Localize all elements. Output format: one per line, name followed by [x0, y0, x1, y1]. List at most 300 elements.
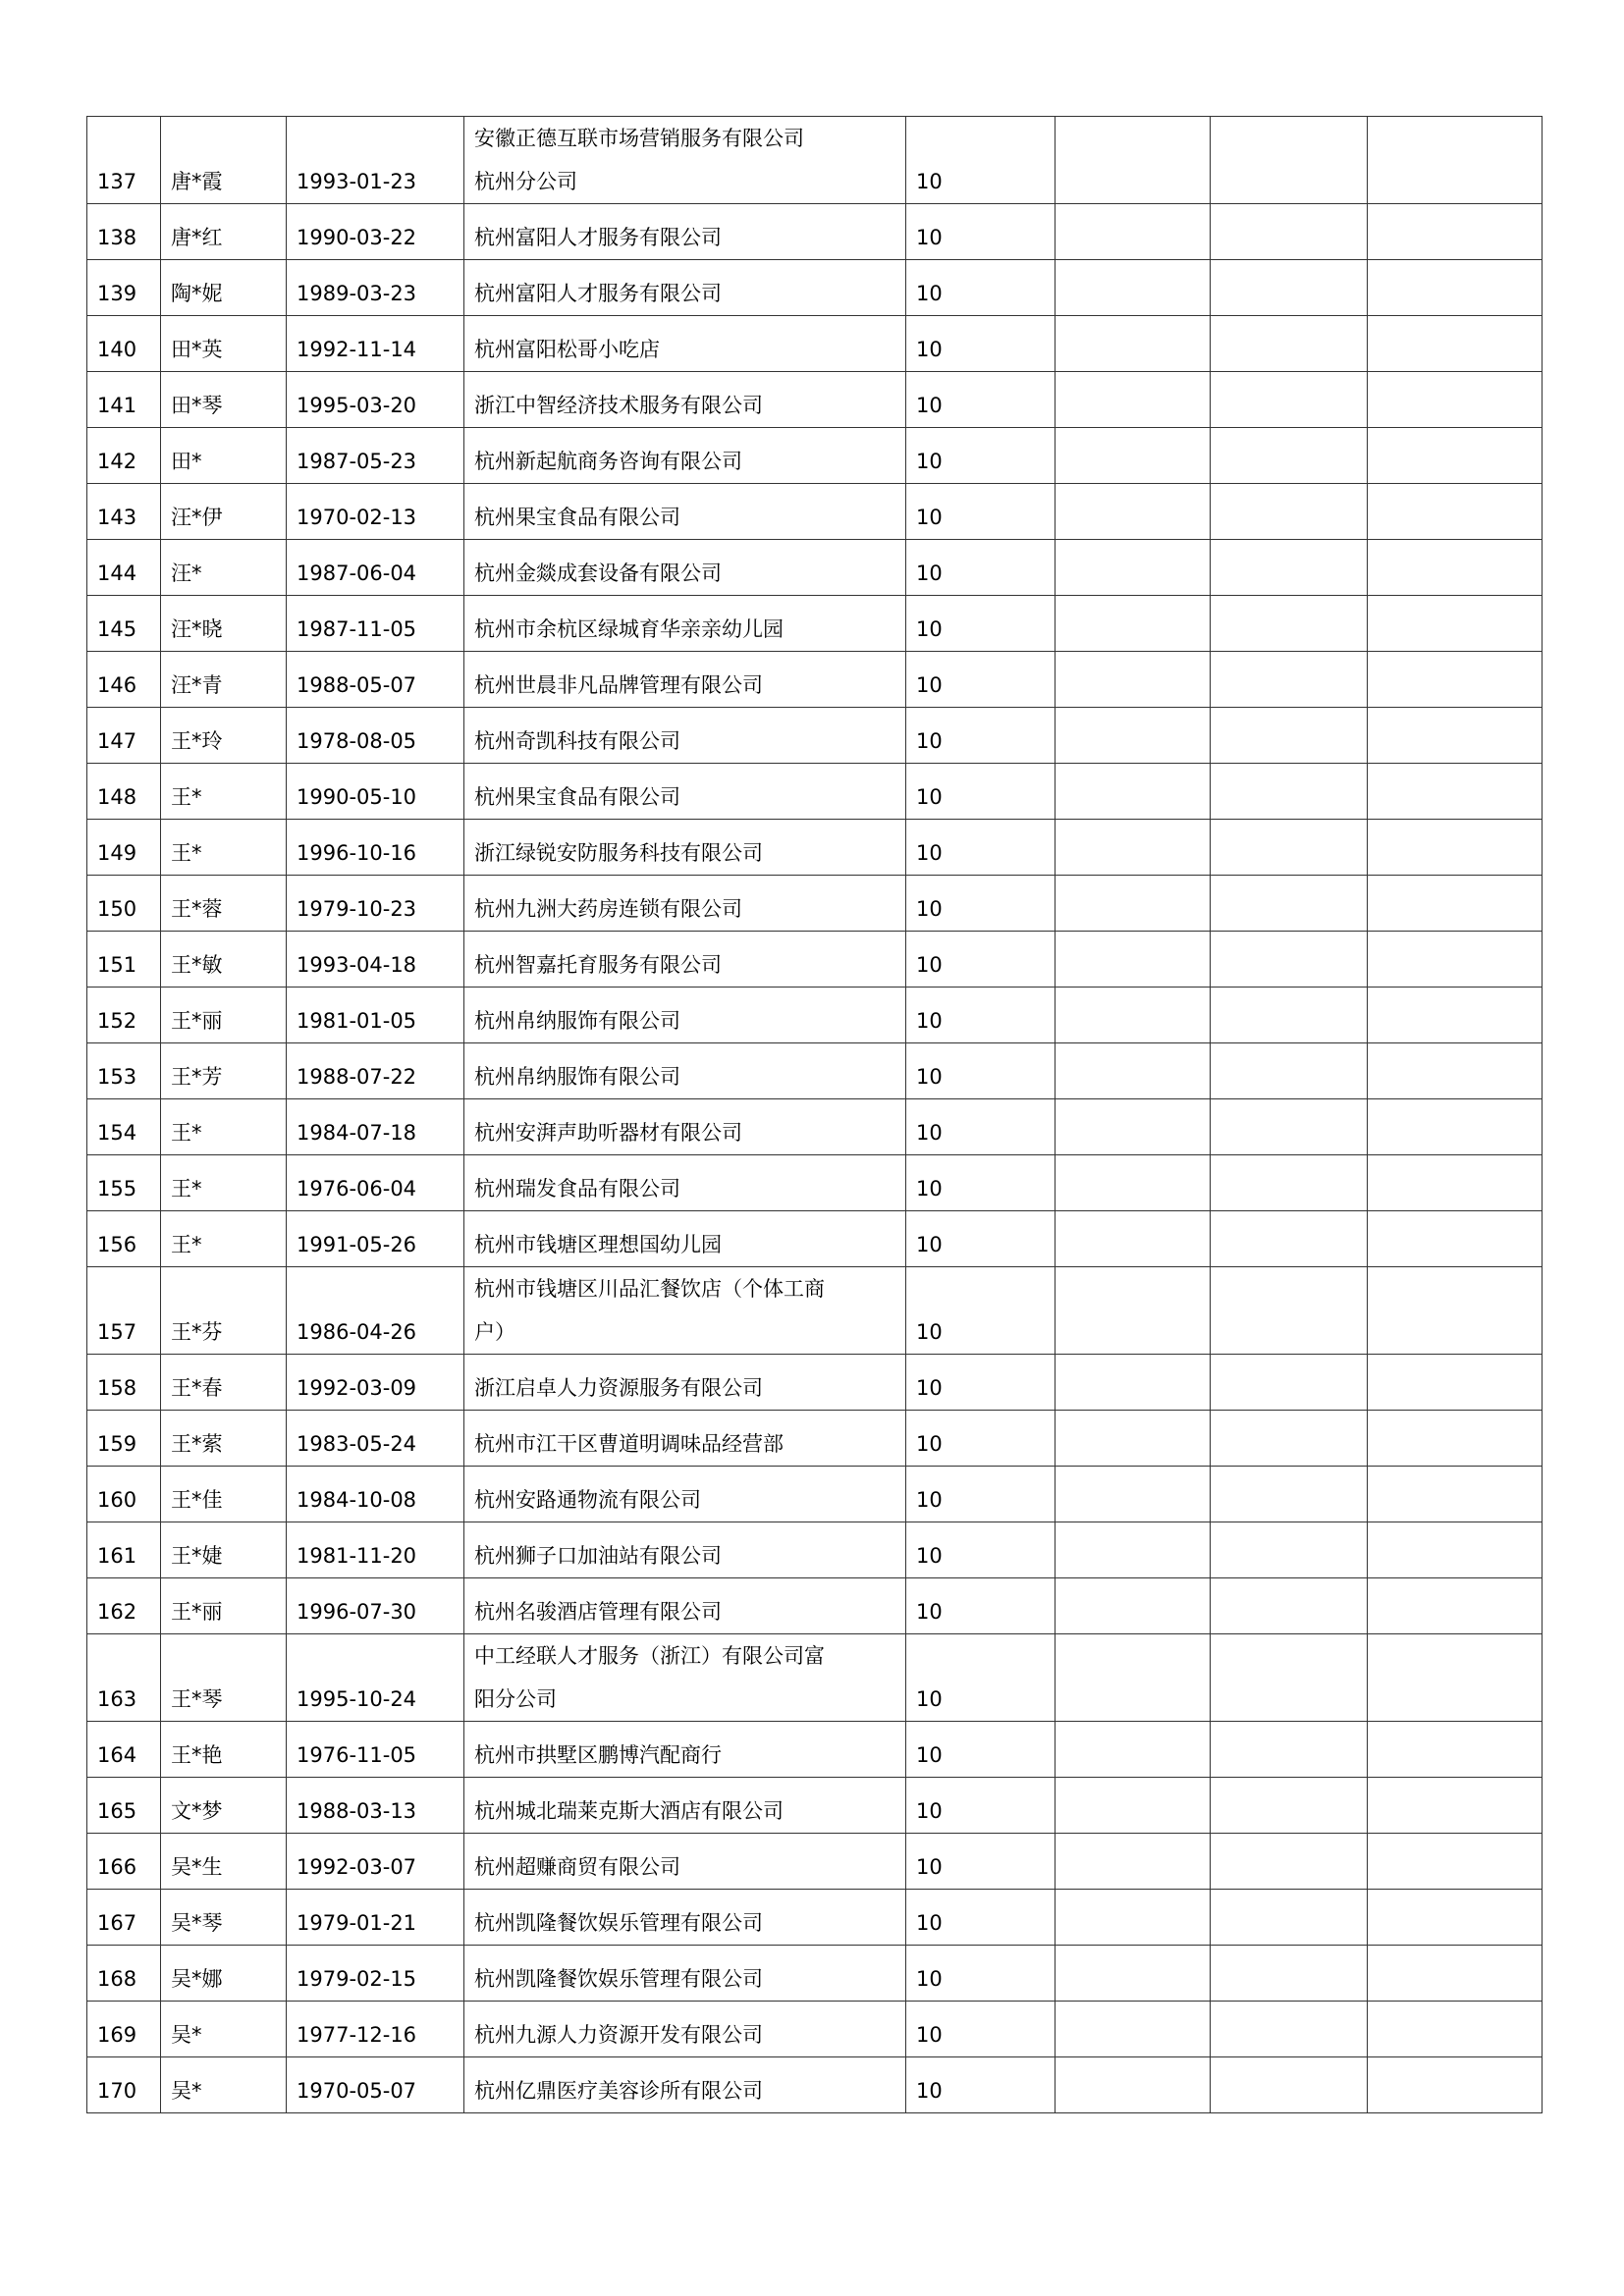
- table-row: [87, 1522, 1543, 1578]
- company-line: 杭州安湃声助听器材有限公司: [474, 1121, 742, 1145]
- company-cell: [464, 1522, 906, 1578]
- empty-cell: [1368, 1834, 1543, 1890]
- company-line: 杭州市钱塘区川品汇餐饮店（个体工商: [474, 1277, 825, 1301]
- empty-cell: [1056, 1411, 1211, 1467]
- empty-cell: [1211, 484, 1368, 540]
- empty-cell: [1211, 1099, 1368, 1155]
- empty-cell: [1056, 1099, 1211, 1155]
- row-number-cell: 144: [87, 540, 161, 596]
- score-cell: 10: [906, 2057, 1056, 2113]
- score-cell: 10: [906, 1355, 1056, 1411]
- score-cell: 10: [906, 428, 1056, 484]
- empty-cell: [1368, 204, 1543, 260]
- empty-cell: [1368, 1946, 1543, 2002]
- name-cell: 王*琴: [161, 1634, 287, 1722]
- score-cell: 10: [906, 1467, 1056, 1522]
- row-number-cell: 160: [87, 1467, 161, 1522]
- birth-date-cell: 1995-03-20: [287, 372, 464, 428]
- empty-cell: [1368, 1890, 1543, 1946]
- empty-cell: [1211, 316, 1368, 372]
- empty-cell: [1211, 820, 1368, 876]
- empty-cell: [1368, 1211, 1543, 1267]
- company-line: 户）: [474, 1320, 515, 1344]
- company-line: 杭州金燚成套设备有限公司: [474, 561, 722, 585]
- row-number-cell: 166: [87, 1834, 161, 1890]
- name-cell: 吴*: [161, 2002, 287, 2057]
- empty-cell: [1211, 1355, 1368, 1411]
- table-row: [87, 764, 1543, 820]
- score-cell: 10: [906, 260, 1056, 316]
- birth-date-cell: 1991-05-26: [287, 1211, 464, 1267]
- score-cell: 10: [906, 1634, 1056, 1722]
- name-cell: 汪*青: [161, 652, 287, 708]
- score-cell: 10: [906, 1211, 1056, 1267]
- empty-cell: [1368, 1522, 1543, 1578]
- empty-cell: [1368, 876, 1543, 932]
- row-number-cell: 150: [87, 876, 161, 932]
- row-number-cell: 156: [87, 1211, 161, 1267]
- table-row: [87, 372, 1543, 428]
- empty-cell: [1211, 204, 1368, 260]
- birth-date-cell: 1984-07-18: [287, 1099, 464, 1155]
- row-number-cell: 138: [87, 204, 161, 260]
- empty-cell: [1368, 2002, 1543, 2057]
- name-cell: 吴*生: [161, 1834, 287, 1890]
- birth-date-cell: 1984-10-08: [287, 1467, 464, 1522]
- score-cell: 10: [906, 1267, 1056, 1355]
- empty-cell: [1056, 2002, 1211, 2057]
- empty-cell: [1056, 820, 1211, 876]
- birth-date-cell: 1981-11-20: [287, 1522, 464, 1578]
- empty-cell: [1211, 1155, 1368, 1211]
- empty-cell: [1211, 652, 1368, 708]
- company-line: 杭州果宝食品有限公司: [474, 785, 680, 809]
- empty-cell: [1368, 820, 1543, 876]
- empty-cell: [1056, 1778, 1211, 1834]
- empty-cell: [1368, 1634, 1543, 1722]
- empty-cell: [1211, 764, 1368, 820]
- company-line: 杭州智嘉托育服务有限公司: [474, 953, 722, 977]
- score-cell: 10: [906, 372, 1056, 428]
- name-cell: 王*蓉: [161, 876, 287, 932]
- empty-cell: [1211, 540, 1368, 596]
- name-cell: 王*芳: [161, 1043, 287, 1099]
- company-line: 杭州城北瑞莱克斯大酒店有限公司: [474, 1799, 784, 1823]
- empty-cell: [1368, 1099, 1543, 1155]
- company-line: 安徽正德互联市场营销服务有限公司: [474, 127, 804, 150]
- table-row: [87, 820, 1543, 876]
- empty-cell: [1056, 708, 1211, 764]
- empty-cell: [1056, 1578, 1211, 1634]
- empty-cell: [1056, 1946, 1211, 2002]
- empty-cell: [1368, 652, 1543, 708]
- row-number-cell: 143: [87, 484, 161, 540]
- company-cell: [464, 596, 906, 652]
- name-cell: 王*艳: [161, 1722, 287, 1778]
- empty-cell: [1368, 764, 1543, 820]
- name-cell: 田*琴: [161, 372, 287, 428]
- empty-cell: [1056, 596, 1211, 652]
- company-cell: [464, 2002, 906, 2057]
- row-number-cell: 161: [87, 1522, 161, 1578]
- score-cell: 10: [906, 1155, 1056, 1211]
- company-cell: [464, 1722, 906, 1778]
- empty-cell: [1211, 876, 1368, 932]
- company-cell: [464, 372, 906, 428]
- empty-cell: [1211, 1578, 1368, 1634]
- table-row: [87, 1946, 1543, 2002]
- name-cell: 陶*妮: [161, 260, 287, 316]
- empty-cell: [1368, 372, 1543, 428]
- birth-date-cell: 1988-03-13: [287, 1778, 464, 1834]
- company-line: 杭州富阳人才服务有限公司: [474, 226, 722, 249]
- name-cell: 汪*晓: [161, 596, 287, 652]
- name-cell: 吴*: [161, 2057, 287, 2113]
- empty-cell: [1056, 1522, 1211, 1578]
- name-cell: 唐*红: [161, 204, 287, 260]
- table-row: [87, 932, 1543, 988]
- company-cell: [464, 988, 906, 1043]
- birth-date-cell: 1989-03-23: [287, 260, 464, 316]
- name-cell: 王*: [161, 764, 287, 820]
- company-cell: [464, 1411, 906, 1467]
- company-line: 杭州亿鼎医疗美容诊所有限公司: [474, 2079, 763, 2103]
- row-number-cell: 142: [87, 428, 161, 484]
- company-cell: [464, 708, 906, 764]
- company-line: 浙江绿锐安防服务科技有限公司: [474, 841, 763, 865]
- company-cell: [464, 1578, 906, 1634]
- table-row: [87, 1411, 1543, 1467]
- birth-date-cell: 1970-05-07: [287, 2057, 464, 2113]
- name-cell: 王*萦: [161, 1411, 287, 1467]
- row-number-cell: 155: [87, 1155, 161, 1211]
- name-cell: 王*: [161, 1099, 287, 1155]
- birth-date-cell: 1992-03-07: [287, 1834, 464, 1890]
- name-cell: 吴*娜: [161, 1946, 287, 2002]
- company-cell: [464, 117, 906, 204]
- company-line: 杭州世晨非凡品牌管理有限公司: [474, 673, 763, 697]
- score-cell: 10: [906, 652, 1056, 708]
- company-cell: [464, 764, 906, 820]
- birth-date-cell: 1976-06-04: [287, 1155, 464, 1211]
- empty-cell: [1056, 2057, 1211, 2113]
- empty-cell: [1368, 260, 1543, 316]
- score-cell: 10: [906, 988, 1056, 1043]
- row-number-cell: 139: [87, 260, 161, 316]
- empty-cell: [1368, 596, 1543, 652]
- empty-cell: [1211, 988, 1368, 1043]
- row-number-cell: 169: [87, 2002, 161, 2057]
- score-cell: 10: [906, 484, 1056, 540]
- row-number-cell: 164: [87, 1722, 161, 1778]
- birth-date-cell: 1970-02-13: [287, 484, 464, 540]
- company-cell: [464, 1355, 906, 1411]
- company-cell: [464, 652, 906, 708]
- birth-date-cell: 1979-10-23: [287, 876, 464, 932]
- empty-cell: [1056, 1634, 1211, 1722]
- name-cell: 王*: [161, 820, 287, 876]
- empty-cell: [1056, 1211, 1211, 1267]
- company-cell: [464, 540, 906, 596]
- table-row: [87, 204, 1543, 260]
- company-line: 杭州分公司: [474, 170, 577, 193]
- birth-date-cell: 1979-02-15: [287, 1946, 464, 2002]
- empty-cell: [1368, 932, 1543, 988]
- company-line: 杭州市江干区曹道明调味品经营部: [474, 1432, 784, 1456]
- score-cell: 10: [906, 1722, 1056, 1778]
- score-cell: 10: [906, 1834, 1056, 1890]
- empty-cell: [1211, 1890, 1368, 1946]
- company-cell: [464, 1043, 906, 1099]
- birth-date-cell: 1987-11-05: [287, 596, 464, 652]
- name-cell: 王*丽: [161, 988, 287, 1043]
- score-cell: 10: [906, 1578, 1056, 1634]
- company-line: 杭州帛纳服饰有限公司: [474, 1009, 680, 1033]
- empty-cell: [1211, 1722, 1368, 1778]
- company-cell: [464, 820, 906, 876]
- company-cell: [464, 316, 906, 372]
- score-cell: 10: [906, 1099, 1056, 1155]
- table-row: [87, 708, 1543, 764]
- row-number-cell: 159: [87, 1411, 161, 1467]
- empty-cell: [1368, 1578, 1543, 1634]
- empty-cell: [1056, 540, 1211, 596]
- empty-cell: [1211, 1211, 1368, 1267]
- score-cell: 10: [906, 1946, 1056, 2002]
- company-line: 杭州狮子口加油站有限公司: [474, 1544, 722, 1568]
- birth-date-cell: 1995-10-24: [287, 1634, 464, 1722]
- birth-date-cell: 1981-01-05: [287, 988, 464, 1043]
- table-row: [87, 1099, 1543, 1155]
- empty-cell: [1056, 1722, 1211, 1778]
- empty-cell: [1368, 988, 1543, 1043]
- table-row: [87, 1834, 1543, 1890]
- company-line: 杭州市钱塘区理想国幼儿园: [474, 1233, 722, 1256]
- birth-date-cell: 1996-07-30: [287, 1578, 464, 1634]
- empty-cell: [1211, 1946, 1368, 2002]
- score-cell: 10: [906, 708, 1056, 764]
- empty-cell: [1211, 1522, 1368, 1578]
- birth-date-cell: 1990-03-22: [287, 204, 464, 260]
- empty-cell: [1211, 2057, 1368, 2113]
- company-cell: [464, 1834, 906, 1890]
- birth-date-cell: 1986-04-26: [287, 1267, 464, 1355]
- row-number-cell: 147: [87, 708, 161, 764]
- score-cell: 10: [906, 1411, 1056, 1467]
- row-number-cell: 137: [87, 117, 161, 204]
- subsidy-table: [86, 116, 1543, 2113]
- score-cell: 10: [906, 876, 1056, 932]
- empty-cell: [1211, 1043, 1368, 1099]
- birth-date-cell: 1996-10-16: [287, 820, 464, 876]
- empty-cell: [1056, 316, 1211, 372]
- empty-cell: [1211, 428, 1368, 484]
- empty-cell: [1368, 1355, 1543, 1411]
- table-row: [87, 1155, 1543, 1211]
- name-cell: 汪*伊: [161, 484, 287, 540]
- score-cell: 10: [906, 764, 1056, 820]
- table-row: [87, 428, 1543, 484]
- company-cell: [464, 1099, 906, 1155]
- birth-date-cell: 1979-01-21: [287, 1890, 464, 1946]
- birth-date-cell: 1990-05-10: [287, 764, 464, 820]
- company-line: 阳分公司: [474, 1687, 557, 1711]
- company-line: 杭州市余杭区绿城育华亲亲幼儿园: [474, 617, 784, 641]
- empty-cell: [1211, 1778, 1368, 1834]
- empty-cell: [1211, 932, 1368, 988]
- empty-cell: [1368, 1155, 1543, 1211]
- row-number-cell: 152: [87, 988, 161, 1043]
- birth-date-cell: 1987-06-04: [287, 540, 464, 596]
- name-cell: 王*玲: [161, 708, 287, 764]
- birth-date-cell: 1992-11-14: [287, 316, 464, 372]
- table-row: [87, 260, 1543, 316]
- birth-date-cell: 1976-11-05: [287, 1722, 464, 1778]
- empty-cell: [1056, 1467, 1211, 1522]
- name-cell: 唐*霞: [161, 117, 287, 204]
- company-line: 杭州富阳人才服务有限公司: [474, 282, 722, 305]
- company-line: 杭州富阳松哥小吃店: [474, 338, 660, 361]
- score-cell: 10: [906, 117, 1056, 204]
- score-cell: 10: [906, 1890, 1056, 1946]
- empty-cell: [1211, 1267, 1368, 1355]
- row-number-cell: 145: [87, 596, 161, 652]
- row-number-cell: 163: [87, 1634, 161, 1722]
- empty-cell: [1056, 117, 1211, 204]
- empty-cell: [1211, 1411, 1368, 1467]
- company-line: 杭州九洲大药房连锁有限公司: [474, 897, 742, 921]
- name-cell: 王*春: [161, 1355, 287, 1411]
- row-number-cell: 165: [87, 1778, 161, 1834]
- table-row: [87, 1722, 1543, 1778]
- row-number-cell: 162: [87, 1578, 161, 1634]
- birth-date-cell: 1977-12-16: [287, 2002, 464, 2057]
- empty-cell: [1368, 1267, 1543, 1355]
- name-cell: 王*丽: [161, 1578, 287, 1634]
- company-line: 杭州超赚商贸有限公司: [474, 1855, 680, 1879]
- name-cell: 吴*琴: [161, 1890, 287, 1946]
- empty-cell: [1211, 372, 1368, 428]
- empty-cell: [1056, 1267, 1211, 1355]
- empty-cell: [1056, 484, 1211, 540]
- company-line: 杭州名骏酒店管理有限公司: [474, 1600, 722, 1624]
- name-cell: 王*敏: [161, 932, 287, 988]
- birth-date-cell: 1992-03-09: [287, 1355, 464, 1411]
- table-row: [87, 1467, 1543, 1522]
- company-cell: [464, 1946, 906, 2002]
- company-line: 杭州安路通物流有限公司: [474, 1488, 701, 1512]
- row-number-cell: 151: [87, 932, 161, 988]
- empty-cell: [1056, 652, 1211, 708]
- empty-cell: [1211, 1634, 1368, 1722]
- empty-cell: [1056, 988, 1211, 1043]
- empty-cell: [1211, 708, 1368, 764]
- company-cell: [464, 2057, 906, 2113]
- empty-cell: [1056, 1834, 1211, 1890]
- company-line: 杭州奇凯科技有限公司: [474, 729, 680, 753]
- empty-cell: [1368, 1722, 1543, 1778]
- name-cell: 王*: [161, 1155, 287, 1211]
- table-row: [87, 117, 1543, 204]
- empty-cell: [1368, 1467, 1543, 1522]
- company-cell: [464, 260, 906, 316]
- table-row: [87, 2057, 1543, 2113]
- company-cell: [464, 932, 906, 988]
- score-cell: 10: [906, 204, 1056, 260]
- company-line: 杭州新起航商务咨询有限公司: [474, 450, 742, 473]
- empty-cell: [1368, 484, 1543, 540]
- table-row: [87, 1355, 1543, 1411]
- table-row: [87, 988, 1543, 1043]
- score-cell: 10: [906, 1522, 1056, 1578]
- empty-cell: [1368, 1043, 1543, 1099]
- company-cell: [464, 428, 906, 484]
- birth-date-cell: 1983-05-24: [287, 1411, 464, 1467]
- score-cell: 10: [906, 820, 1056, 876]
- row-number-cell: 157: [87, 1267, 161, 1355]
- row-number-cell: 167: [87, 1890, 161, 1946]
- company-line: 浙江中智经济技术服务有限公司: [474, 394, 763, 417]
- empty-cell: [1056, 1155, 1211, 1211]
- company-cell: [464, 1211, 906, 1267]
- table-row: [87, 1778, 1543, 1834]
- company-cell: [464, 1634, 906, 1722]
- company-line: 杭州瑞发食品有限公司: [474, 1177, 680, 1201]
- company-cell: [464, 1778, 906, 1834]
- birth-date-cell: 1993-04-18: [287, 932, 464, 988]
- table-row: [87, 1578, 1543, 1634]
- score-cell: 10: [906, 540, 1056, 596]
- company-cell: [464, 484, 906, 540]
- empty-cell: [1056, 372, 1211, 428]
- birth-date-cell: 1993-01-23: [287, 117, 464, 204]
- company-line: 杭州帛纳服饰有限公司: [474, 1065, 680, 1089]
- company-cell: [464, 204, 906, 260]
- score-cell: 10: [906, 1778, 1056, 1834]
- company-line: 中工经联人才服务（浙江）有限公司富: [474, 1644, 825, 1668]
- row-number-cell: 153: [87, 1043, 161, 1099]
- empty-cell: [1368, 428, 1543, 484]
- empty-cell: [1056, 764, 1211, 820]
- empty-cell: [1056, 1890, 1211, 1946]
- empty-cell: [1211, 596, 1368, 652]
- empty-cell: [1056, 876, 1211, 932]
- empty-cell: [1056, 204, 1211, 260]
- score-cell: 10: [906, 596, 1056, 652]
- name-cell: 王*佳: [161, 1467, 287, 1522]
- score-cell: 10: [906, 932, 1056, 988]
- company-line: 浙江启卓人力资源服务有限公司: [474, 1376, 763, 1400]
- row-number-cell: 154: [87, 1099, 161, 1155]
- table-row: [87, 1634, 1543, 1722]
- table-row: [87, 316, 1543, 372]
- table-row: [87, 1211, 1543, 1267]
- empty-cell: [1368, 1411, 1543, 1467]
- name-cell: 文*梦: [161, 1778, 287, 1834]
- birth-date-cell: 1988-05-07: [287, 652, 464, 708]
- name-cell: 王*: [161, 1211, 287, 1267]
- score-cell: 10: [906, 316, 1056, 372]
- empty-cell: [1368, 1778, 1543, 1834]
- empty-cell: [1368, 316, 1543, 372]
- empty-cell: [1056, 260, 1211, 316]
- empty-cell: [1056, 1043, 1211, 1099]
- row-number-cell: 168: [87, 1946, 161, 2002]
- table-row: [87, 1267, 1543, 1355]
- table-row: [87, 2002, 1543, 2057]
- empty-cell: [1368, 708, 1543, 764]
- empty-cell: [1211, 117, 1368, 204]
